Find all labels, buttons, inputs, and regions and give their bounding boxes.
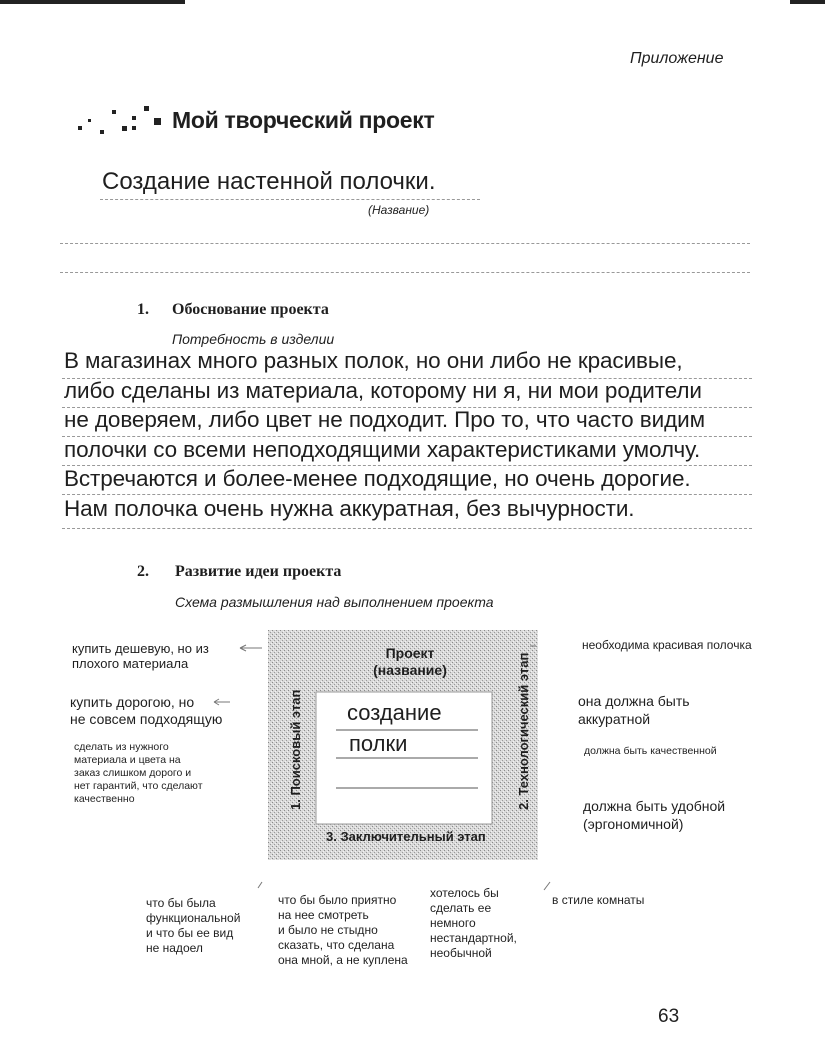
note-right-4: должна быть удобной (эргономичной): [583, 798, 726, 832]
name-caption: (Название): [368, 203, 430, 217]
text-line: Нам полочка очень нужна аккуратная, без вычурности.: [64, 495, 635, 521]
scan-edge-left: [0, 0, 185, 4]
stage-3-label: 3. Заключительный этап: [326, 829, 486, 844]
writing-line: [62, 465, 752, 466]
note-left-3: сделать из нужного материала и цвета на заказ слишком дорого и нет гарантий, что сделают качественно: [74, 741, 203, 805]
section-title: Мой творческий проект: [172, 107, 435, 133]
name-underline: [100, 199, 480, 200]
blank-line: [60, 243, 750, 244]
need-text: [64, 346, 824, 523]
writing-line: [62, 494, 752, 495]
heading-development: Развитие идеи проекта: [175, 563, 342, 580]
writing-line: [62, 378, 752, 379]
text-line: В магазинах много разных полок, но они либо не красивые,: [64, 348, 683, 373]
note-left-2: купить дорогою, но не совсем подходящую: [70, 694, 223, 727]
text-line: полочки со всеми неподходящими характеристиками умолчу.: [64, 436, 701, 462]
writing-line: [62, 407, 752, 408]
note-right-3: должна быть качественной: [584, 745, 717, 757]
subheading-scheme: Схема размышления над выполнением проекта: [175, 594, 494, 610]
note-right-2: она должна быть аккуратной: [578, 693, 690, 727]
text-line: либо сделаны из материала, которому ни я, ни мои родители: [64, 377, 702, 403]
stage-2-label: 2. Технологический этап: [516, 652, 531, 810]
note-left-1: купить дешевую, но из плохого материала: [72, 641, 209, 671]
note-right-1: необходима красивая полочка: [582, 638, 752, 652]
appendix-label: Приложение: [630, 50, 724, 67]
center-line-1: создание: [347, 700, 442, 725]
note-bottom-2: что бы было приятно на нее смотреть и было не стыдно сказать, что сделана она мной, а не куплена: [278, 893, 408, 967]
scheme-arrows: [200, 640, 580, 900]
heading-number-2: 2.: [137, 563, 149, 580]
section-dots-icon: [76, 104, 166, 136]
heading-justification: Обоснование проекта: [172, 301, 329, 318]
project-name: Создание настенной полочки.: [102, 168, 436, 195]
note-bottom-3: хотелось бы сделать ее немного нестандартной, необычной: [430, 886, 517, 960]
center-title-line: (название): [373, 662, 447, 678]
note-bottom-4: в стиле комнаты: [552, 893, 645, 907]
scan-edge-right: [790, 0, 825, 4]
writing-line: [62, 436, 752, 437]
stage-1-label: 1. Поисковый этап: [288, 689, 303, 810]
subheading-need: Потребность в изделии: [172, 331, 335, 347]
page-number: 63: [658, 1006, 680, 1027]
center-title-line: Проект: [385, 645, 435, 661]
center-line-2: полки: [349, 731, 408, 756]
text-line: Встречаются и более-менее подходящие, но очень дорогие.: [64, 466, 691, 491]
writing-line: [62, 528, 752, 529]
text-line: не доверяем, либо цвет не подходит. Про то, что часто видим: [64, 407, 705, 432]
heading-number-1: 1.: [137, 301, 149, 318]
note-bottom-1: что бы была функциональной и что бы ее вид не надоел: [146, 896, 241, 955]
blank-line: [60, 272, 750, 273]
